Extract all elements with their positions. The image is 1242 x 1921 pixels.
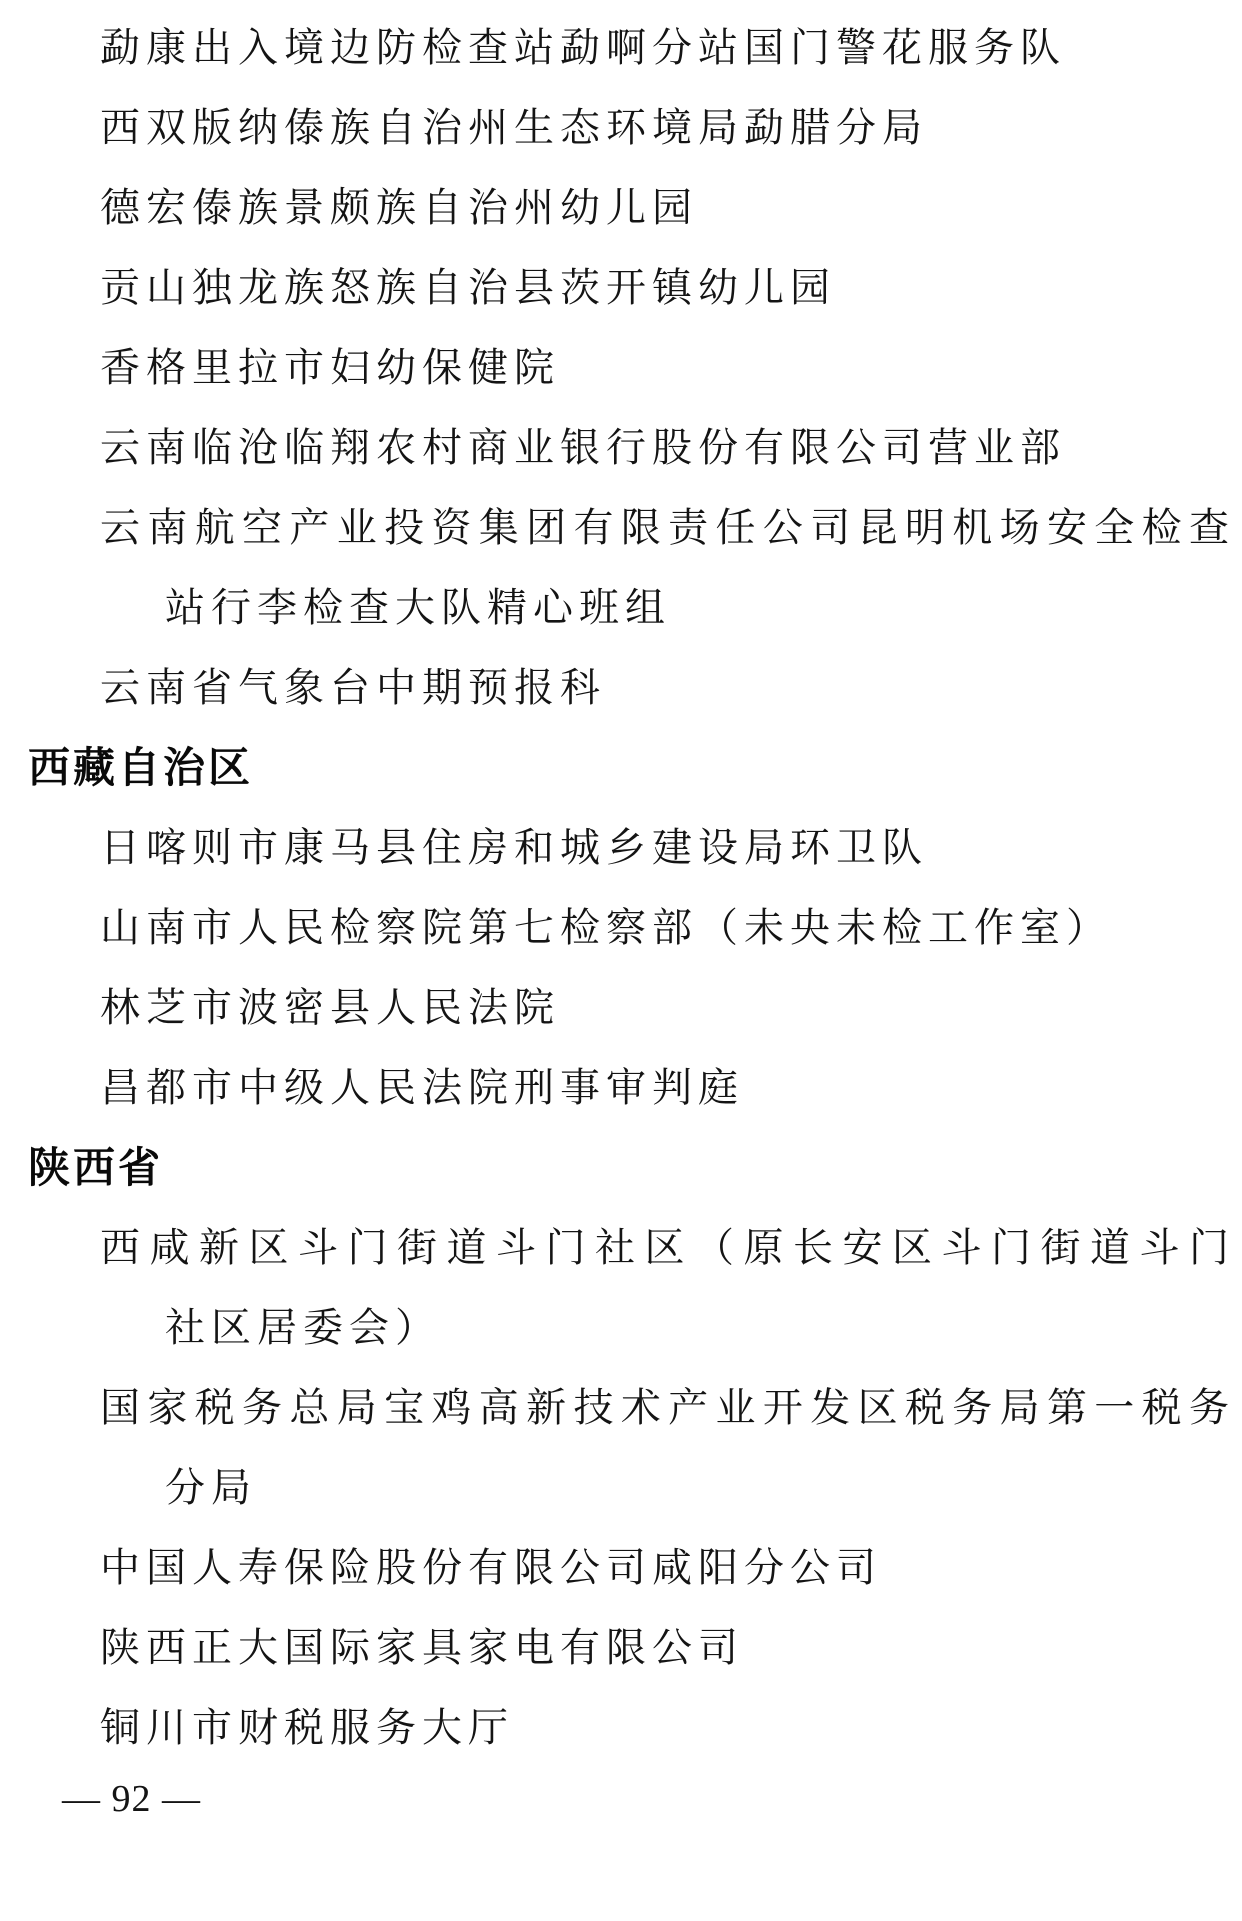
entry-line: 云南航空产业投资集团有限责任公司昆明机场安全检查 [100,505,1235,550]
section-heading: 西藏自治区 [28,744,254,791]
entry-line: 西双版纳傣族自治州生态环境局勐腊分局 [100,105,928,150]
entry-line: 贡山独龙族怒族自治县茨开镇幼儿园 [100,265,836,310]
entry-line: 山南市人民检察院第七检察部（未央未检工作室） [100,905,1112,950]
entry-line: 铜川市财税服务大厅 [100,1705,514,1750]
entry-continuation-line: 站行李检查大队精心班组 [165,585,671,630]
page-number: — 92 — [62,1778,201,1820]
entry-continuation-line: 社区居委会） [165,1305,441,1350]
entry-line: 中国人寿保险股份有限公司咸阳分公司 [100,1545,882,1590]
entry-line: 日喀则市康马县住房和城乡建设局环卫队 [100,825,928,870]
entry-line: 勐康出入境边防检查站勐啊分站国门警花服务队 [100,25,1066,70]
entry-line: 陕西正大国际家具家电有限公司 [100,1625,744,1670]
entry-line: 云南临沧临翔农村商业银行股份有限公司营业部 [100,425,1066,470]
entry-line: 国家税务总局宝鸡高新技术产业开发区税务局第一税务 [100,1385,1235,1430]
entry-line: 林芝市波密县人民法院 [100,985,560,1030]
entry-list [0,8,1242,1768]
entry-line: 昌都市中级人民法院刑事审判庭 [100,1065,744,1110]
entry-line: 香格里拉市妇幼保健院 [100,345,560,390]
entry-line: 德宏傣族景颇族自治州幼儿园 [100,185,698,230]
entry-line: 西咸新区斗门街道斗门社区（原长安区斗门街道斗门 [100,1225,1235,1270]
entry-continuation-line: 分局 [165,1465,257,1510]
section-heading: 陕西省 [28,1144,164,1191]
entry-line: 云南省气象台中期预报科 [100,665,606,710]
